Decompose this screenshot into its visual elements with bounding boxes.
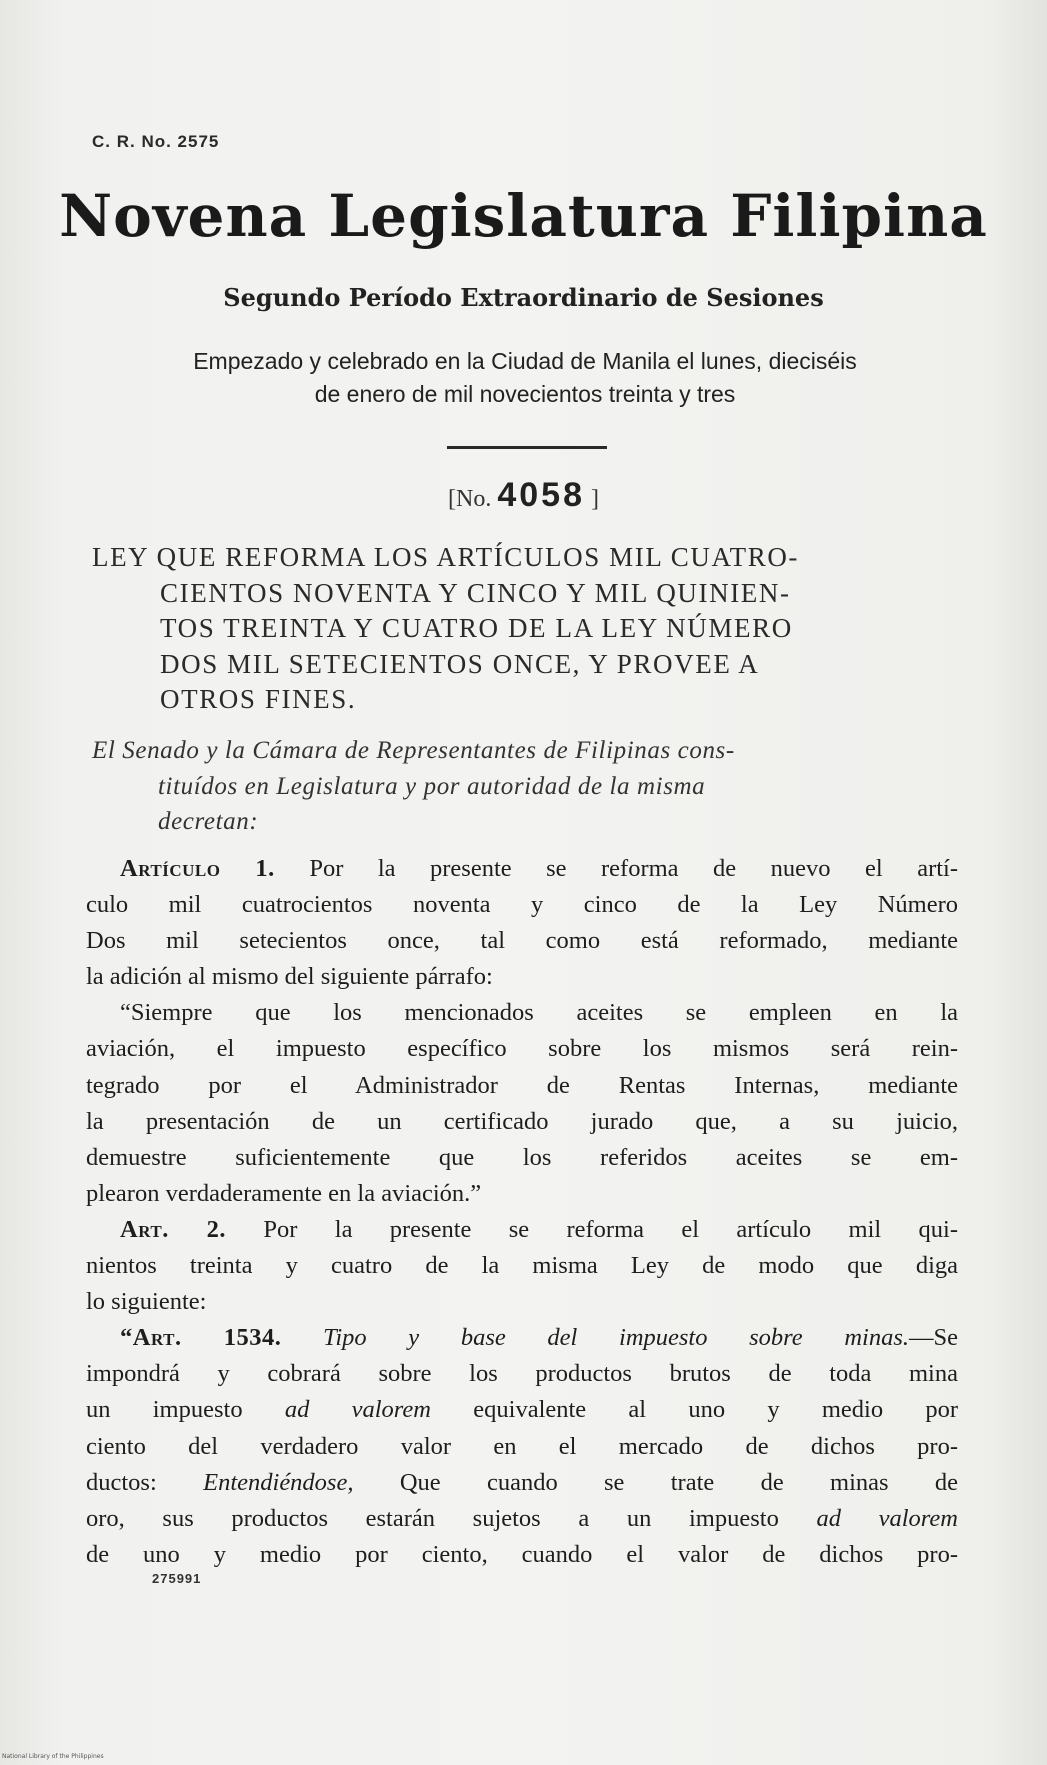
- quote-line: “Siempre que los mencionados aceites se empleen en la: [120, 999, 958, 1027]
- law-title: [92, 540, 960, 718]
- body-text: Por la presente se reforma de nuevo el artí-: [309, 855, 959, 882]
- law-title-line: LEY QUE REFORMA LOS ARTÍCULOS MIL CUATRO-: [92, 542, 800, 572]
- enacting-line: decretan:: [158, 808, 259, 835]
- italic-term: Entendiéndose,: [203, 1468, 354, 1496]
- body-line: [86, 1465, 958, 1501]
- body-text: oro, sus productos estarán sujetos a un impuesto: [86, 1504, 779, 1532]
- law-title-line: OTROS FINES.: [160, 684, 357, 714]
- quote-line: aviación, el impuesto específico sobre los mismos será rein-: [86, 1035, 958, 1063]
- body-text: Por la presente se reforma el artículo mil qui-: [263, 1215, 958, 1243]
- act-body: [86, 851, 958, 1573]
- law-title-line: TOS TREINTA Y CUATRO DE LA LEY NÚMERO: [160, 613, 793, 643]
- article-2-line: [86, 1212, 958, 1248]
- italic-term: ad valorem: [816, 1504, 958, 1532]
- body-line: impondrá y cobrará sobre los productos brutos de toda mina: [86, 1360, 958, 1388]
- body-text: —Se: [909, 1324, 959, 1352]
- place-line-2: de enero de mil novecientos treinta y tres: [314, 381, 736, 407]
- body-line: la adición al mismo del siguiente párrafo:: [86, 963, 493, 991]
- body-text: ductos:: [86, 1468, 157, 1496]
- act-number-prefix: [No.: [448, 486, 492, 512]
- article-1534-heading: Tipo y base del impuesto sobre minas.: [323, 1324, 910, 1352]
- divider-rule: [447, 446, 607, 449]
- enacting-clause: [92, 733, 960, 840]
- body-line: [86, 1501, 958, 1537]
- article-1-label: Artículo 1.: [120, 855, 275, 882]
- article-1534-label: “Art. 1534.: [120, 1324, 282, 1352]
- act-number-suffix: ]: [590, 486, 599, 512]
- article-2-label: Art. 2.: [120, 1215, 227, 1243]
- body-line: culo mil cuatrocientos noventa y cinco de la Ley Número: [86, 891, 958, 919]
- body-text: equivalente al uno y medio por: [473, 1396, 959, 1424]
- quote-line: tegrado por el Administrador de Rentas Internas, mediante: [86, 1071, 958, 1099]
- italic-term: ad valorem: [284, 1396, 431, 1424]
- place-line-1: Empezado y celebrado en la Ciudad de Manila el lunes, dieciséis: [193, 348, 857, 374]
- act-number-value: 4058: [497, 476, 585, 514]
- cr-number: C. R. No. 2575: [92, 132, 220, 151]
- enacting-line: El Senado y la Cámara de Representantes de Filipinas cons-: [92, 737, 735, 764]
- body-line: ciento del verdadero valor en el mercado de dichos pro-: [86, 1432, 958, 1460]
- quote-line: plearon verdaderamente en la aviación.”: [86, 1179, 482, 1207]
- act-number: [0, 476, 1047, 515]
- legislature-title: Novena Legislatura Filipina: [59, 182, 988, 250]
- law-title-line: DOS MIL SETECIENTOS ONCE, Y PROVEE A: [160, 648, 760, 679]
- quote-line: demuestre suficientemente que los referidos aceites se em-: [86, 1143, 958, 1171]
- body-line: Dos mil setecientos once, tal como está reformado, mediante: [86, 927, 958, 955]
- article-1534-line: [86, 1320, 958, 1356]
- library-credit: National Library of the Philippines: [2, 1753, 104, 1760]
- law-title-line: CIENTOS NOVENTA Y CINCO Y MIL QUINIEN-: [160, 577, 791, 608]
- body-text: Que cuando se trate de minas de: [399, 1468, 959, 1496]
- article-1-line: [86, 851, 958, 887]
- quote-line: la presentación de un certificado jurado que, a su juicio,: [86, 1107, 958, 1135]
- body-line: [86, 1392, 958, 1428]
- session-subtitle: Segundo Período Extraordinario de Sesiones: [223, 283, 824, 312]
- body-line: nientos treinta y cuatro de la misma Ley de modo que diga: [86, 1252, 958, 1280]
- session-place-date: [80, 345, 970, 411]
- body-line: lo siguiente:: [86, 1288, 207, 1316]
- enacting-line: tituídos en Legislatura y por autoridad de la misma: [158, 772, 706, 800]
- body-line: de uno y medio por ciento, cuando el valor de dichos pro-: [86, 1540, 958, 1568]
- body-text: un impuesto: [86, 1396, 243, 1424]
- footer-code: 275991: [152, 1571, 202, 1586]
